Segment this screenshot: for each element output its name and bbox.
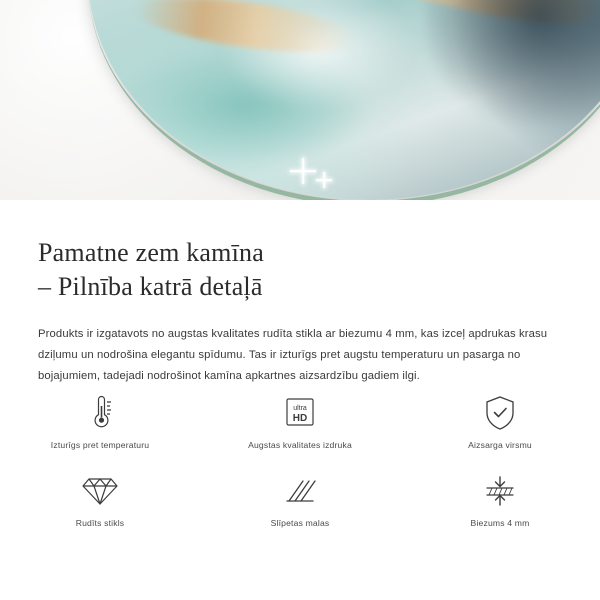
- feature-label: Biezums 4 mm: [470, 518, 530, 528]
- svg-text:HD: HD: [292, 413, 308, 424]
- feature-item-polished-edges: [200, 470, 400, 548]
- feature-item-temperature: [0, 392, 200, 470]
- headline-line-2: – Pilnība katrā detaļā: [38, 272, 263, 301]
- hero-image: [0, 0, 600, 200]
- feature-label: Augstas kvalitates izdruka: [248, 440, 352, 450]
- feature-label: Aizsarga virsmu: [468, 440, 532, 450]
- feature-item-tempered-glass: [0, 470, 200, 548]
- feature-item-thickness: [400, 470, 600, 548]
- headline-line-1: Pamatne zem kamīna: [38, 238, 264, 267]
- feature-label: Slīpetas malas: [270, 518, 330, 528]
- thermometer-icon: [85, 392, 115, 434]
- page-title: [38, 236, 558, 304]
- polished-edges-icon: [283, 470, 317, 512]
- content-section: [0, 200, 600, 387]
- thickness-icon: [483, 470, 517, 512]
- feature-grid: [0, 392, 600, 548]
- svg-text:ultra: ultra: [293, 405, 307, 412]
- feature-label: Izturīgs pret temperaturu: [50, 440, 150, 450]
- ultra-hd-icon: [282, 392, 318, 434]
- diamond-icon: [81, 470, 119, 512]
- marble-shade-right: [424, 0, 600, 146]
- description-paragraph: Produkts ir izgatavots no augstas kvalitates rudīta stikla ar biezumu 4 mm, kas izceļ apdrukas krasu dziļumu un nodrošina elegantu spīdumu. Tas ir izturīgs pret augstu temperaturu un pasarga no bojajumiem, tadejadi nodrošinot kamīna apkartnes aizsardzību gadiem ilgi.: [38, 328, 548, 382]
- shield-check-icon: [484, 392, 516, 434]
- feature-item-print-quality: [200, 392, 400, 470]
- feature-item-surface-protection: [400, 392, 600, 470]
- feature-label: Rudīts stikls: [75, 518, 125, 528]
